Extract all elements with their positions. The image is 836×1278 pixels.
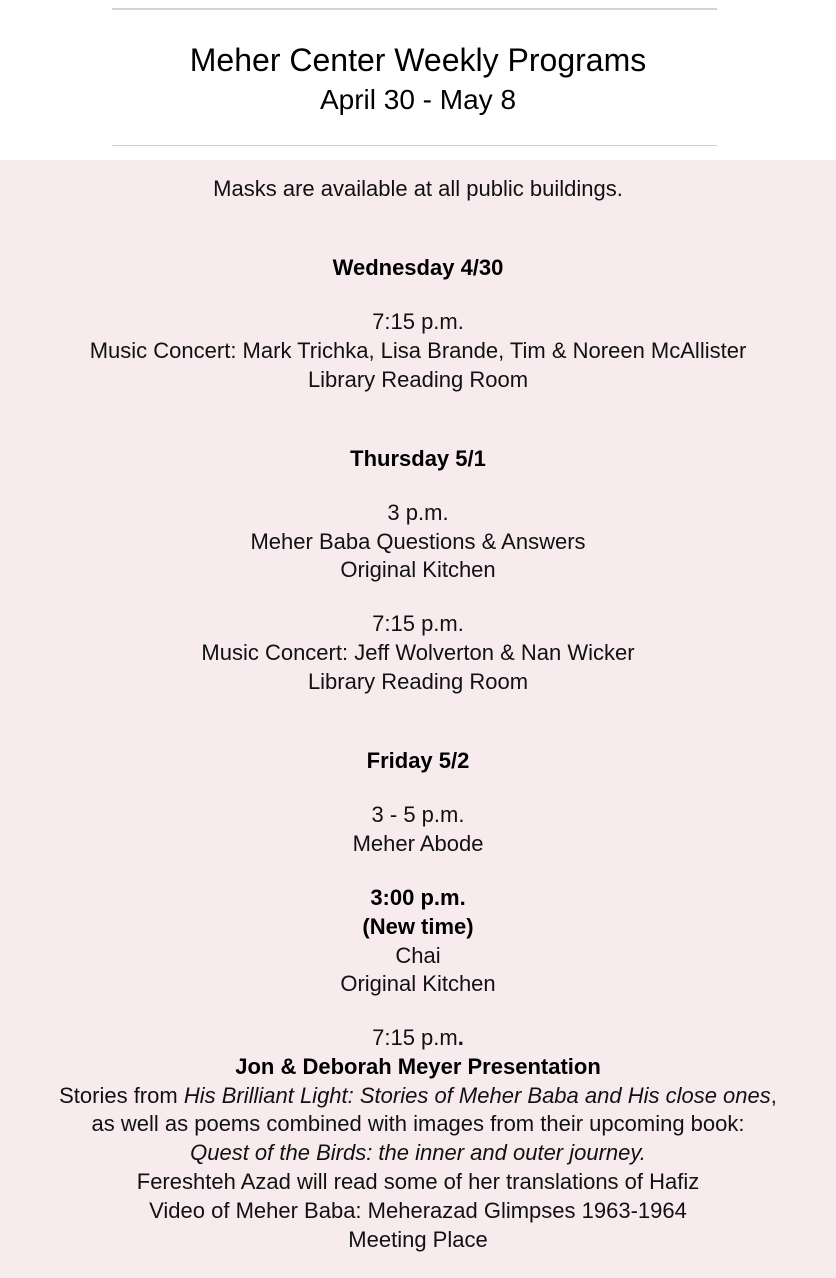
event-time-note: (New time) (362, 914, 474, 939)
event-description-line: as well as poems combined with images from their upcoming book: (91, 1111, 745, 1136)
event-location: Original Kitchen (340, 971, 496, 996)
event-time: 7:15 p.m (372, 1025, 458, 1050)
page-header (0, 0, 836, 160)
event-description-line: Fereshteh Azad will read some of her translations of Hafiz (136, 1169, 700, 1194)
event-location: Original Kitchen (340, 557, 496, 582)
event-time: 7:15 p.m. (372, 611, 464, 636)
event-title: Music Concert: Jeff Wolverton & Nan Wicker (201, 640, 635, 665)
event-time-suffix: . (457, 1025, 464, 1050)
desc-prefix: Stories from (59, 1083, 184, 1108)
event-time-line (0, 1024, 836, 1052)
event-time: 3:00 p.m. (370, 885, 466, 910)
book-title: His Brilliant Light: Stories of Meher Baba and His close ones (183, 1083, 771, 1108)
book-title: Quest of the Birds: the inner and outer journey. (190, 1140, 646, 1165)
event-title: Music Concert: Mark Trichka, Lisa Brande, Tim & Noreen McAllister (89, 338, 747, 363)
day-heading-wednesday: Wednesday 4/30 (332, 255, 504, 280)
event-location: Library Reading Room (307, 669, 529, 694)
event-time: 3 p.m. (387, 500, 449, 525)
event-location: Meeting Place (348, 1227, 488, 1252)
event-time: 3 - 5 p.m. (371, 802, 465, 827)
day-heading-thursday: Thursday 5/1 (350, 446, 486, 471)
event-title: Chai (395, 943, 441, 968)
mask-notice: Masks are available at all public buildings. (213, 176, 623, 201)
date-range: April 30 - May 8 (319, 84, 517, 115)
header-bottom-divider (112, 145, 717, 146)
day-heading-friday: Friday 5/2 (366, 748, 470, 773)
desc-suffix: , (770, 1083, 777, 1108)
event-title: Jon & Deborah Meyer Presentation (235, 1054, 601, 1079)
event-description-line: Video of Meher Baba: Meherazad Glimpses 1963-1964 (149, 1198, 687, 1223)
event-location: Meher Abode (352, 831, 484, 856)
event-title: Meher Baba Questions & Answers (250, 529, 586, 554)
event-time: 7:15 p.m. (372, 309, 464, 334)
page-title: Meher Center Weekly Programs (189, 42, 647, 78)
header-top-divider (112, 8, 717, 10)
event-location: Library Reading Room (307, 367, 529, 392)
event-description-line (0, 1082, 836, 1110)
